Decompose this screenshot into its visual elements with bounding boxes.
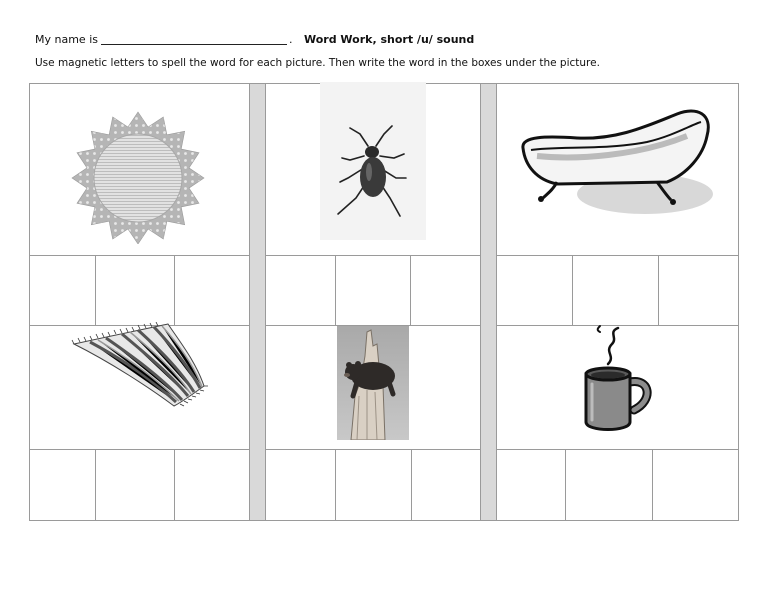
sun-icon	[70, 108, 206, 244]
column-separator	[249, 84, 266, 520]
mug-icon	[578, 324, 658, 436]
letter-box[interactable]	[573, 256, 659, 325]
letter-box[interactable]	[175, 450, 249, 520]
letter-box[interactable]	[266, 256, 336, 325]
letter-box[interactable]	[30, 256, 96, 325]
letter-box[interactable]	[566, 450, 653, 520]
name-period: .	[288, 33, 293, 46]
bathtub-icon	[517, 106, 717, 218]
letter-box[interactable]	[336, 256, 411, 325]
letter-box[interactable]	[96, 256, 175, 325]
letter-box[interactable]	[175, 256, 249, 325]
letter-box[interactable]	[336, 450, 412, 520]
letter-box[interactable]	[412, 450, 480, 520]
name-line	[35, 33, 292, 46]
letter-box[interactable]	[30, 450, 96, 520]
column-separator	[480, 84, 497, 520]
letter-box[interactable]	[497, 256, 573, 325]
letter-box[interactable]	[411, 256, 480, 325]
letter-box[interactable]	[266, 450, 336, 520]
name-blank-field[interactable]	[101, 33, 287, 45]
instructions-text: Use magnetic letters to spell the word for each picture. Then write the word in the boxes under the picture.	[35, 57, 600, 69]
letter-box[interactable]	[497, 450, 566, 520]
name-label: My name is	[35, 33, 98, 46]
rug-icon	[70, 322, 210, 412]
letter-box[interactable]	[96, 450, 175, 520]
bear-cub-icon	[337, 326, 409, 440]
worksheet-title: Word Work, short /u/ sound	[304, 33, 475, 46]
letter-box[interactable]	[659, 256, 738, 325]
letter-box[interactable]	[653, 450, 738, 520]
worksheet-grid	[29, 83, 739, 521]
bug-icon	[320, 82, 426, 240]
